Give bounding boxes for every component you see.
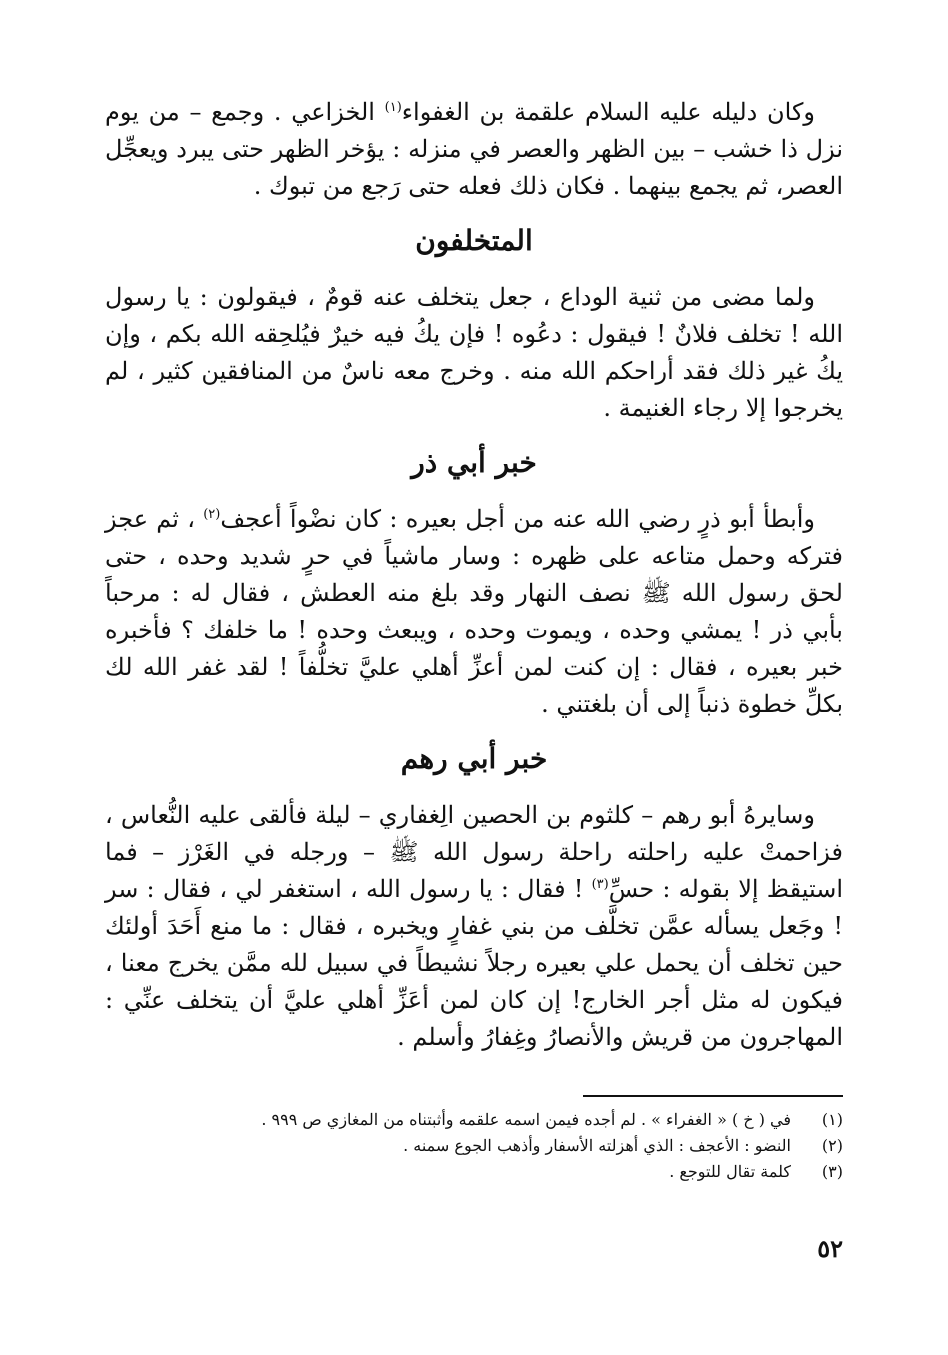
footnote-ref: (١)	[384, 100, 402, 115]
paragraph-text: ! فقال : يا رسول الله ، استغفر لي ، فقال : سر ! وجَعل يسأله عمَّن تخلَّف من بني غفارٍ ويخبره ، فقال : ما منع أَحَدَ أولئك حين تخلف أن يحمل علي بعيره رجلاً نشيطاً في سبيل لله ممَّن يخرج معنا ، فيكون له مثل أجر الخارج! إن كان لمن أعَزِّ أهلي عليَّ أن يتخلف عنِّي : المهاجرون من قريش والأنصارُ وغِفارُ وأسلم .	[105, 875, 843, 1051]
footnote-ref: (٣)	[591, 877, 609, 892]
section-heading: خبر أبي ذر	[411, 446, 537, 479]
footnote	[105, 1159, 843, 1185]
paragraph-guide	[105, 94, 843, 205]
paragraph-text: وأبطأ أبو ذرٍ رضي الله عنه من أجل بعيره : كان نضْواً أعجف	[220, 505, 816, 533]
paragraph-abu-ruhm	[105, 797, 843, 1056]
footnote	[105, 1107, 843, 1133]
footnote-number: (١)	[821, 1110, 843, 1129]
paragraph-text: الخزاعي . وجمع – من يوم نزل ذا خشب – بين الظهر والعصر في منزله : يؤخر الظهر حتى يبرد ويعجِّل العصر، ثم يجمع بينهما . فكان ذلك فعله حتى رَجع من تبوك .	[105, 98, 843, 200]
footnote-divider	[583, 1095, 843, 1097]
paragraph-laggards	[105, 279, 843, 427]
footnote-number: (٢)	[821, 1136, 843, 1155]
paragraph-text: ولما مضى من ثنية الوداع ، جعل يتخلف عنه قومٌ ، فيقولون : يا رسول الله ! تخلف فلانٌ ! فيقول : دعُوه ! فإن يكُ فيه خيرٌ فيُلحِقه الله بكم ، وإن يكُ غير ذلك فقد أراحكم الله منه . وخرج معه ناسٌ من المنافقين كثير ، لم يخرجوا إلا رجاء الغنيمة .	[105, 283, 843, 422]
footnote-text: كلمة تقال للتوجع .	[669, 1162, 791, 1181]
section-heading: خبر أبي رهم	[400, 742, 548, 775]
footnote-text: في ( خ ) « الغفراء » . لم أجده فيمن اسمه علقمه وأثبتناه من المغازي ص ٩٩٩ .	[261, 1110, 791, 1129]
section-heading: المتخلفون	[415, 224, 533, 257]
paragraph-text: ، ثم عجز فتركه وحمل متاعه على ظهره : وسار ماشياً في حرٍ شديد وحده ، حتى لحق رسول الله ﷺ نصف النهار وقد بلغ منه العطش ، فقال له : مرحباً بأبي ذر ! يمشي وحده ، ويموت وحده ، ويبعث وحده ! ما خلفك ؟ فأخبره خبر بعيره ، فقال : إن كنت لمن أعزِّ أهلي عليَّ تخلُّفاً ! لقد غفر الله لك بكلِّ خطوة ذنباً إلى أن بلغتني .	[105, 505, 843, 718]
footnotes	[105, 1095, 843, 1185]
page-number: ٥٢	[817, 1234, 843, 1263]
footnote-ref: (٢)	[203, 507, 221, 522]
paragraph-text: وكان دليله عليه السلام علقمة بن الغفواء	[401, 98, 816, 126]
page-body	[105, 94, 843, 1056]
footnote	[105, 1133, 843, 1159]
paragraph-text: وسايرهُ أبو رهم – كلثوم بن الحصين الِغفاري – ليلة فألقى عليه النُّعاس ، فزاحمتْ عليه راحلته راحلة رسول الله ﷺ – ورجله في الغَرْز – فما استيقظ إلا بقوله : حسِّ	[105, 801, 843, 903]
paragraph-abu-dharr	[105, 501, 843, 723]
footnote-text: النضو : الأعجف : الذي أهزلته الأسفار وأذهب الجوع سمنه .	[403, 1136, 791, 1155]
footnote-number: (٣)	[821, 1162, 843, 1181]
